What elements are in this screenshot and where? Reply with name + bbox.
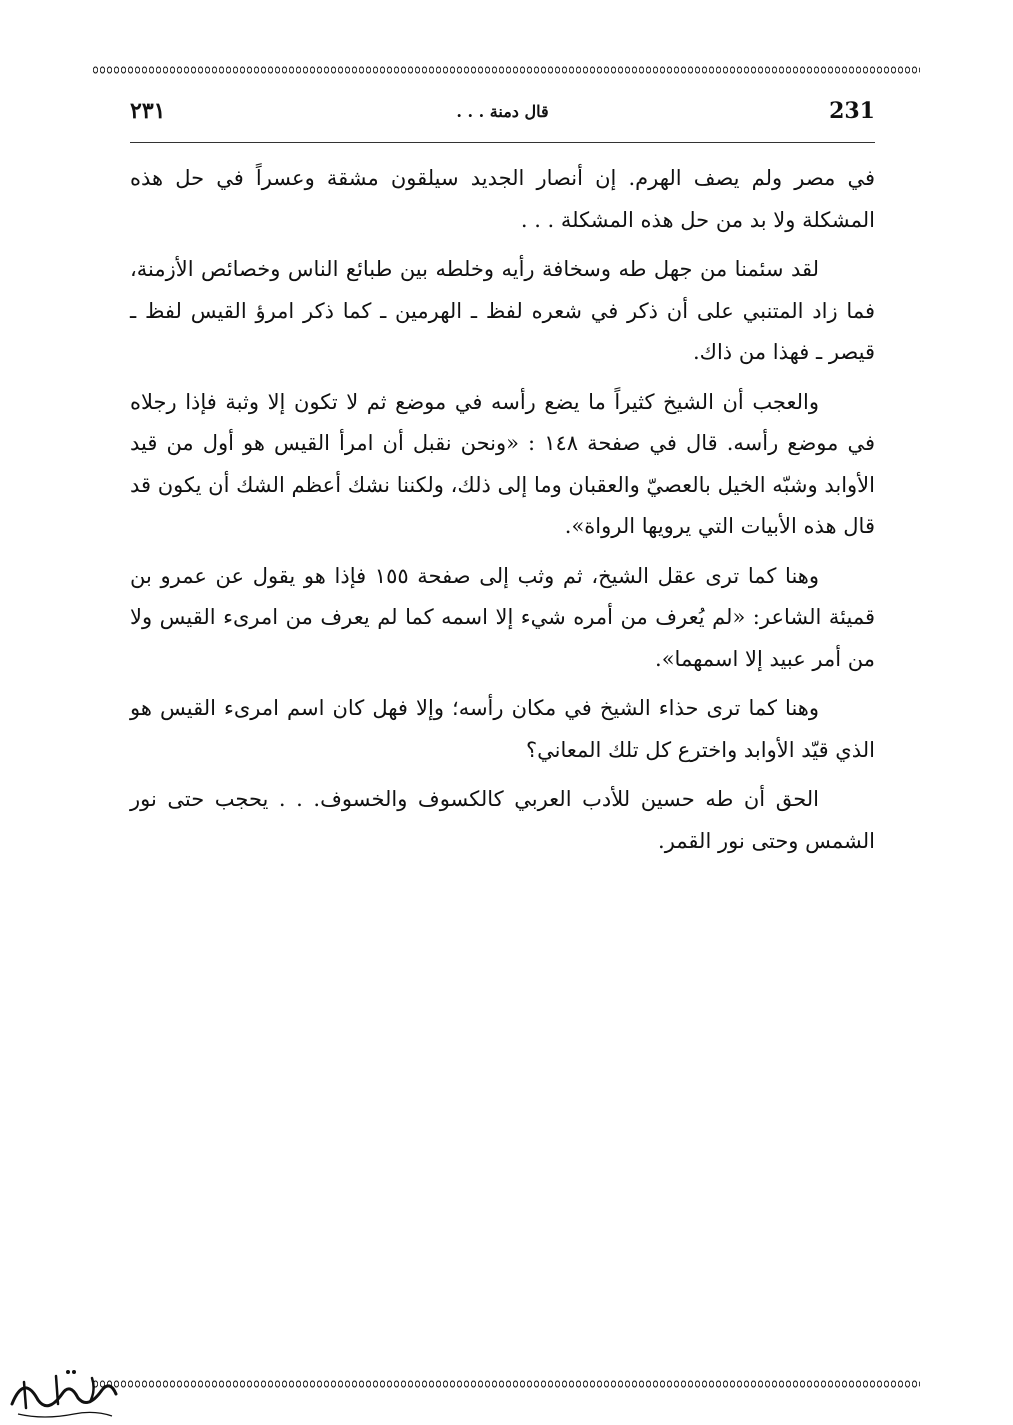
page-header <box>130 98 875 132</box>
calligraphy-logo <box>4 1364 124 1422</box>
top-ornamental-border <box>92 64 920 76</box>
paragraph-1: في مصر ولم يصف الهرم. إن أنصار الجديد سيلقون مشقة وعسراً في حل هذه المشكلة ولا بد من حل هذه المشكلة . . . <box>130 166 875 232</box>
paragraph-4: وهنا كما ترى عقل الشيخ، ثم وثب إلى صفحة ١٥٥ فإذا هو يقول عن عمرو بن قميئة الشاعر: «لم يُعرف من أمره شيء إلا اسمه كما لم يعرف من امرىء القيس ولا من أمر عبيد إلا اسمهما». <box>130 563 875 671</box>
page-number-arabic: ٢٣١ <box>130 98 166 124</box>
paragraph-5: وهنا كما ترى حذاء الشيخ في مكان رأسه؛ وإلا فهل كان اسم امرىء القيس هو الذي قيّد الأوابد واخترع كل تلك المعاني؟ <box>130 696 875 762</box>
paragraph-2: لقد سئمنا من جهل طه وسخافة رأيه وخلطه بين طبائع الناس وخصائص الأزمنة، فما زاد المتنبي على أن ذكر في شعره لفظ ـ الهرمين ـ كما ذكر امرؤ القيس لفظ ـ قيصر ـ فهذا من ذاك. <box>130 257 875 364</box>
paragraph-6: الحق أن طه حسين للأدب العربي كالكسوف والخسوف. . . يحجب حتى نور الشمس وحتى نور القمر. <box>130 787 875 853</box>
paragraph-3: والعجب أن الشيخ كثيراً ما يضع رأسه في موضع ثم لا تكون إلا وثبة فإذا رجلاه في موضع رأسه. قال في صفحة ١٤٨ : «ونحن نقبل أن امرأ القيس هو أول من قيد الأوابد وشبّه الخيل بالعصيّ والعقبان وما إلى ذلك، ولكننا نشك أعظم الشك أن يكون قد قال هذه الأبيات التي يرويها الرواة». <box>130 389 875 538</box>
header-rule <box>130 142 875 143</box>
running-title: قال دمنة . . . <box>456 102 549 121</box>
body-text <box>130 158 875 870</box>
bottom-ornamental-border <box>92 1378 920 1390</box>
page-number-latin: 231 <box>829 98 875 124</box>
